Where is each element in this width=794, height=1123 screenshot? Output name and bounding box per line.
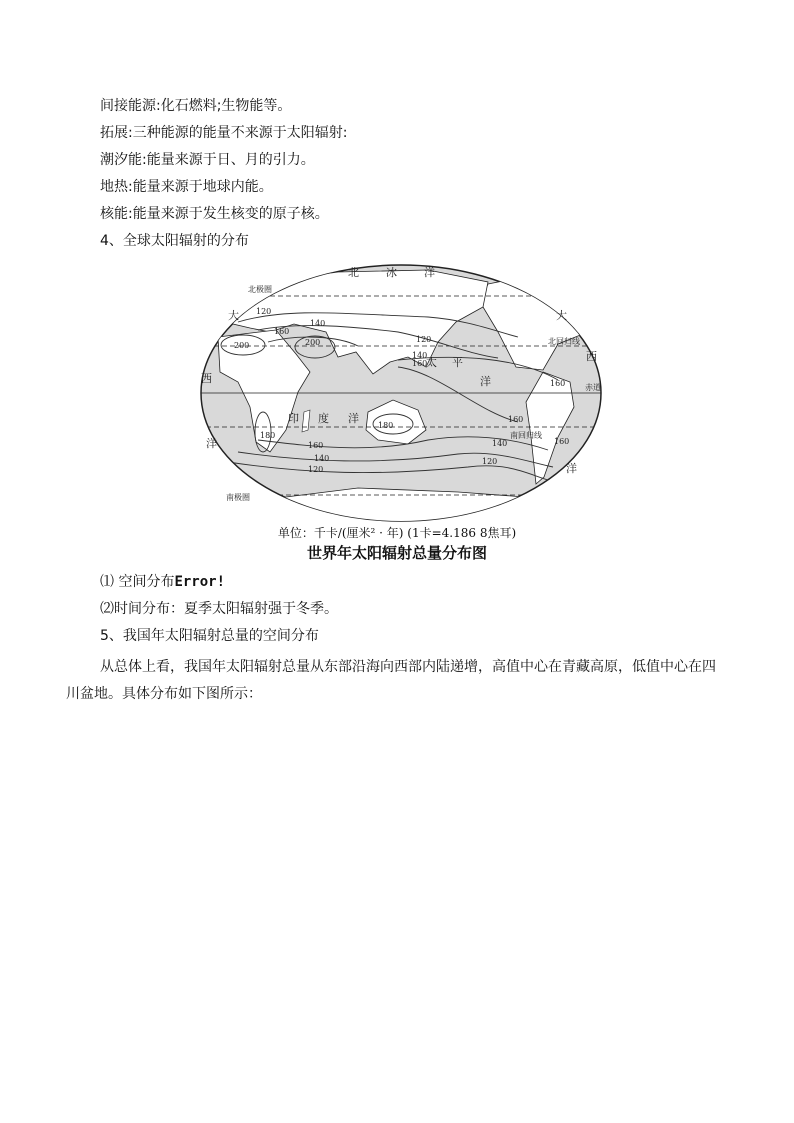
isoline-label-140-south: 140 bbox=[314, 454, 330, 463]
ocean-label-arctic-3: 洋 bbox=[424, 266, 435, 279]
map-caption: 世界年太阳辐射总量分布图 bbox=[306, 544, 487, 562]
isoline-label-120-south-pacific: 120 bbox=[482, 457, 498, 466]
label-equator: 赤道 bbox=[585, 383, 601, 392]
isoline-label-140-south-pacific: 140 bbox=[492, 439, 508, 448]
isoline-label-160-east: 160 bbox=[412, 359, 428, 368]
error-reference: Error! bbox=[174, 574, 226, 590]
label-tropic-of-capricorn: 南回归线 bbox=[510, 431, 542, 440]
ocean-label-atlantic-right-3: 洋 bbox=[566, 462, 577, 475]
isoline-label-180-australia: 180 bbox=[378, 421, 394, 430]
isoline-label-120-east: 120 bbox=[416, 335, 432, 344]
ocean-label-atlantic-left-1: 大 bbox=[228, 309, 239, 322]
isoline-label-120-south: 120 bbox=[308, 465, 324, 474]
text-indirect-energy: 间接能源:化石燃料;生物能等。 bbox=[100, 98, 292, 114]
item-spatial-distribution bbox=[100, 572, 225, 592]
label-arctic-circle: 北极圈 bbox=[248, 285, 272, 294]
ocean-label-pacific-1: 太 bbox=[426, 356, 437, 369]
isoline-label-140-east: 140 bbox=[412, 351, 428, 360]
paragraph-china-distribution: 从总体上看，我国年太阳辐射总量从东部沿海向西部内陆递增，高值中心在青藏高原，低值中心在四川盆地。具体分布如下图所示： bbox=[66, 659, 716, 702]
isoline-label-200-arabia: 200 bbox=[305, 338, 321, 347]
label-antarctic-circle: 南极圈 bbox=[226, 493, 250, 502]
isoline-label-160-north: 160 bbox=[274, 327, 290, 336]
antarctica-land bbox=[198, 488, 604, 524]
ocean-label-pacific-3: 洋 bbox=[480, 375, 491, 388]
isoline-label-120-north: 120 bbox=[256, 307, 272, 316]
ocean-label-arctic-2: 冰 bbox=[386, 266, 397, 279]
ocean-label-atlantic-right-2: 西 bbox=[586, 350, 597, 363]
label-tropic-of-cancer: 北回归线 bbox=[548, 337, 580, 346]
isoline-label-160-america: 160 bbox=[550, 379, 566, 388]
section-heading-4: 4、全球太阳辐射的分布 bbox=[100, 233, 249, 249]
ocean-label-atlantic-left-3: 洋 bbox=[206, 437, 217, 450]
text-extension: 拓展:三种能源的能量不来源于太阳辐射: bbox=[100, 125, 348, 141]
ocean-label-atlantic-right-1: 大 bbox=[556, 309, 567, 322]
isoline-label-140-north: 140 bbox=[310, 319, 326, 328]
text-geothermal: 地热:能量来源于地球内能。 bbox=[100, 179, 273, 195]
ocean-label-arctic-1: 北 bbox=[348, 266, 359, 279]
isoline-label-160-south: 160 bbox=[308, 441, 324, 450]
isoline-label-160-pacific: 160 bbox=[508, 415, 524, 424]
map-unit-note: 单位：千卡/(厘米² · 年) (1卡=4.186 8焦耳) bbox=[277, 526, 517, 540]
text-tidal-energy: 潮汐能:能量来源于日、月的引力。 bbox=[100, 152, 315, 168]
isoline-label-200-sahara: 200 bbox=[234, 341, 250, 350]
ocean-label-indian-3: 洋 bbox=[348, 412, 359, 425]
world-solar-radiation-map bbox=[198, 262, 604, 524]
ocean-label-atlantic-left-2: 西 bbox=[201, 372, 212, 385]
ocean-label-indian-1: 印 bbox=[288, 412, 299, 425]
item-temporal-distribution: ⑵时间分布：夏季太阳辐射强于冬季。 bbox=[100, 601, 338, 617]
ocean-label-pacific-2: 平 bbox=[452, 356, 463, 369]
isoline-label-180-africa: 180 bbox=[260, 431, 276, 440]
text-nuclear-energy: 核能:能量来源于发生核变的原子核。 bbox=[100, 206, 329, 222]
isoline-label-160-south-america: 160 bbox=[554, 437, 570, 446]
ocean-label-indian-2: 度 bbox=[318, 412, 329, 425]
spatial-distribution-label: ⑴ 空间分布 bbox=[100, 574, 175, 590]
section-heading-5: 5、我国年太阳辐射总量的空间分布 bbox=[100, 628, 319, 644]
